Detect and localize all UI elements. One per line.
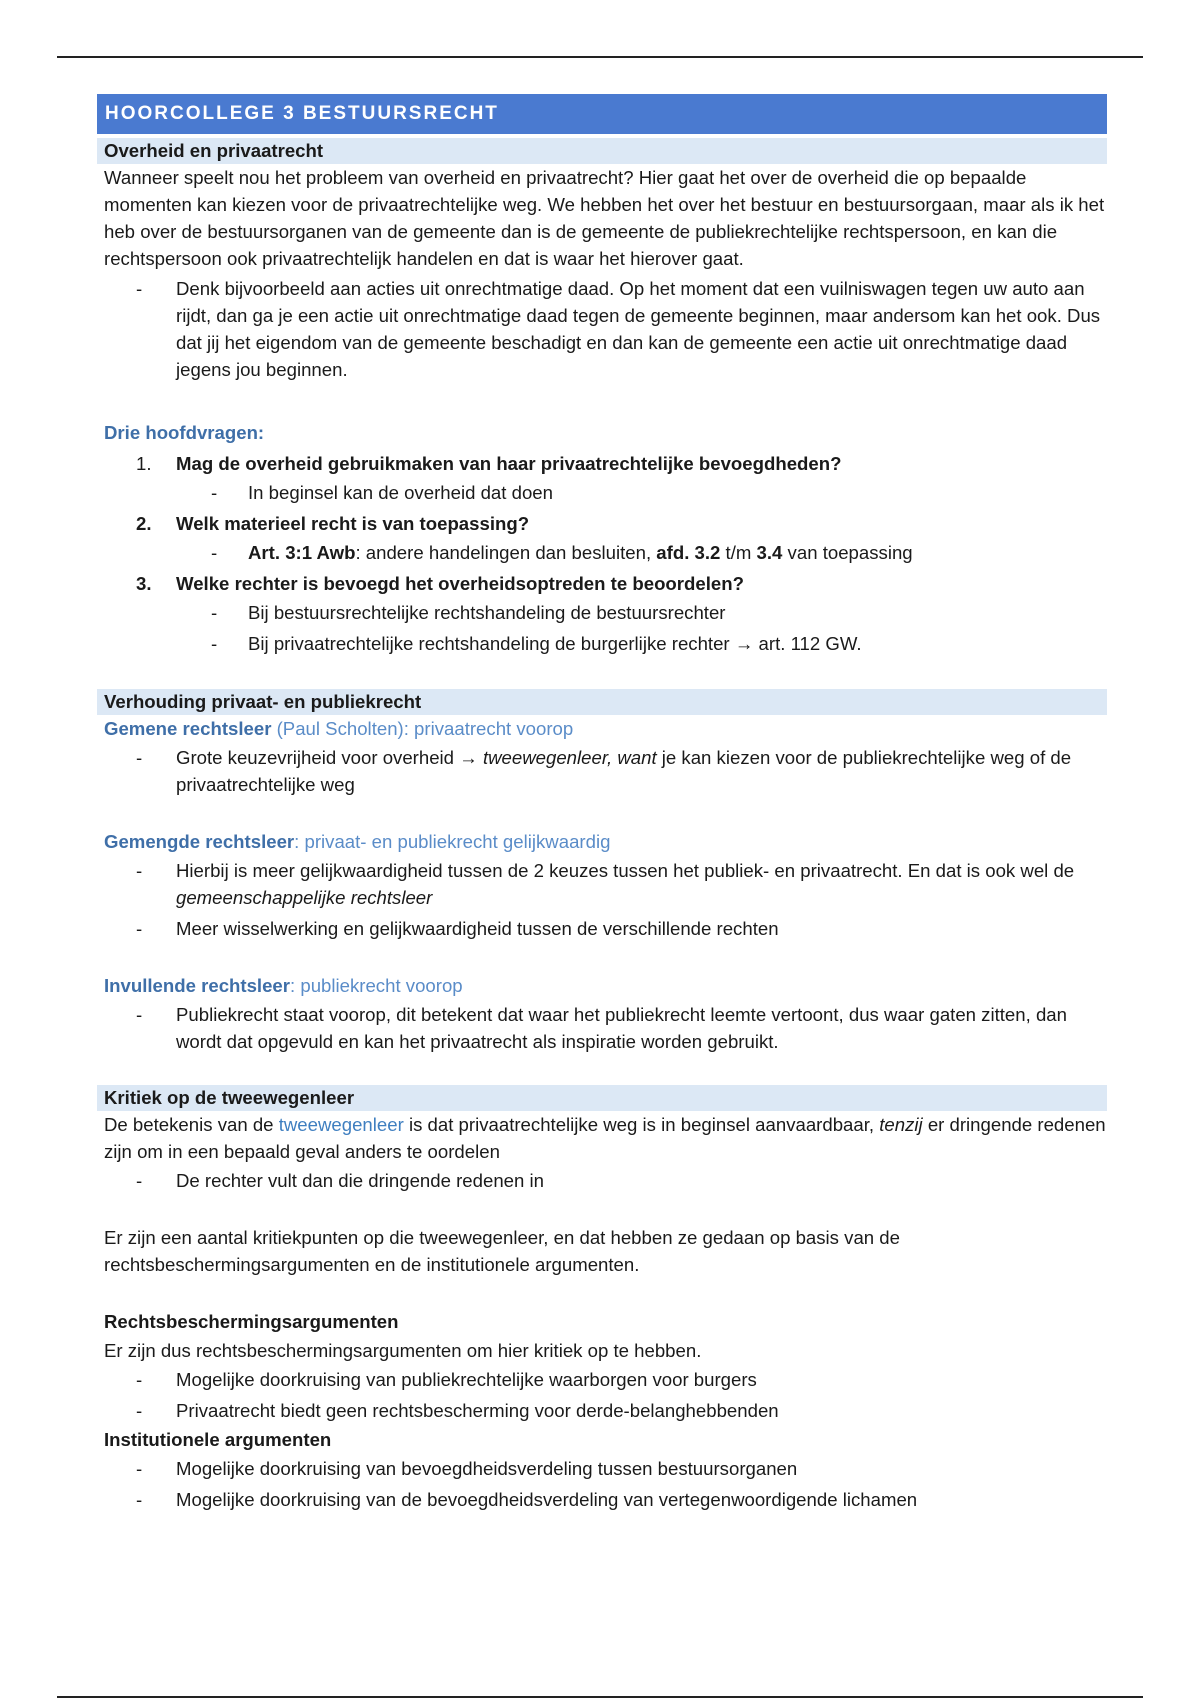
text-span: Gemene rechtsleer: [104, 718, 272, 739]
text-span: gemeenschappelijke rechtsleer: [176, 887, 433, 908]
section-heading-verhouding: Verhouding privaat- en publiekrecht: [97, 689, 1107, 715]
paragraph-kritiekpunten: Er zijn een aantal kritiekpunten op die tweewegenleer, en dat hebben ze gedaan op basis van de rechtsbeschermingsargumenten en de institutionele argumenten.: [104, 1227, 900, 1275]
list-item-q3: [136, 570, 1107, 657]
bullet-list: [97, 275, 1107, 383]
text-span: : publiekrecht voorop: [290, 975, 463, 996]
text-span: 3.4: [756, 542, 783, 563]
text-span: tenzij: [879, 1114, 923, 1135]
subheading-gemengde-rechtsleer: [97, 828, 1107, 855]
list-item: [176, 744, 1107, 798]
section-heading-overheid: Overheid en privaatrecht: [97, 138, 1107, 164]
list-item-q1: [136, 450, 1107, 506]
text-span: afd. 3.2: [656, 542, 721, 563]
article-ref: Art. 3:1 Awb: [248, 542, 356, 563]
text-span: van toepassing: [782, 542, 913, 563]
header-rule: [57, 56, 1143, 58]
bullet-list: [97, 1455, 1107, 1513]
list-item: - De rechter vult dan die dringende redenen in: [176, 1167, 1107, 1194]
list-item: - Mogelijke doorkruising van de bevoegdheidsverdeling van vertegenwoordigende lichamen: [176, 1486, 1107, 1513]
bullet-list: [97, 857, 1107, 942]
list-item: - Denk bijvoorbeeld aan acties uit onrechtmatige daad. Op het moment dat een vuilniswagen tegen uw auto aan rijdt, dan ga je een actie uit onrechtmatige daad tegen de gemeente beginnen, maar andersom kan het ook. Dus dat jij het eigendom van de gemeente beschadigt en dan kan de gemeente een actie uit onrechtmatige daad jegens jou beginnen.: [176, 275, 1107, 383]
text-span: Grote keuzevrijheid voor overheid →: [176, 747, 483, 768]
list-item: - Mogelijke doorkruising van bevoegdheidsverdeling tussen bestuursorganen: [176, 1455, 1107, 1482]
bullet-list: [97, 1001, 1107, 1055]
text-span: Gemengde rechtsleer: [104, 831, 295, 852]
list-item: - Bij privaatrechtelijke rechtshandeling de burgerlijke rechter → art. 112 GW.: [248, 630, 1107, 657]
list-number: 2.: [136, 513, 152, 534]
subheading-drie-hoofdvragen: Drie hoofdvragen:: [104, 422, 265, 443]
list-item-q2: [136, 510, 1107, 566]
list-number: 1.: [136, 453, 152, 474]
text-span: tweewegenleer, want: [482, 747, 657, 768]
bullet-list: [97, 1366, 1107, 1424]
text-span: De betekenis van de: [104, 1114, 279, 1135]
question-text: Welk materieel recht is van toepassing?: [176, 513, 530, 534]
text-span: Invullende rechtsleer: [104, 975, 291, 996]
bullet-list: [97, 1167, 1107, 1194]
subheading-invullende-rechtsleer: [97, 972, 1107, 999]
bullet-list: [97, 744, 1107, 798]
text-span: je kan kiezen voor de publiekrechtelijke weg of de privaatrechtelijke weg: [176, 747, 1072, 795]
list-item: - Publiekrecht staat voorop, dit betekent dat waar het publiekrecht leemte vertoont, dus waar gaten zitten, dan wordt dat opgevuld en kan het privaatrecht als inspiratie worden gebruikt.: [176, 1001, 1107, 1055]
list-item: - Privaatrecht biedt geen rechtsbescherming voor derde-belanghebbenden: [176, 1397, 1107, 1424]
text-span: t/m: [720, 542, 757, 563]
subheading-gemene-rechtsleer: [97, 715, 1107, 742]
numbered-list: [97, 450, 1107, 657]
list-item: [248, 539, 1107, 566]
text-span: : privaat- en publiekrecht gelijkwaardig: [294, 831, 611, 852]
paragraph-kritiek: [97, 1111, 1107, 1165]
text-span: (Paul Scholten): privaatrecht voorop: [271, 718, 574, 739]
question-text: Welke rechter is bevoegd het overheidsoptreden te beoordelen?: [176, 573, 744, 594]
document-title: HOORCOLLEGE 3 BESTUURSRECHT: [97, 94, 1107, 134]
document-body: [97, 94, 1107, 1513]
section-heading-kritiek: Kritiek op de tweewegenleer: [97, 1085, 1107, 1111]
subheading-institutionele-argumenten: Institutionele argumenten: [104, 1429, 332, 1450]
list-item: - Mogelijke doorkruising van publiekrechtelijke waarborgen voor burgers: [176, 1366, 1107, 1393]
text-span: tweewegenleer: [278, 1114, 404, 1135]
list-item: - Meer wisselwerking en gelijkwaardigheid tussen de verschillende rechten: [176, 915, 1107, 942]
footer-rule: [57, 1696, 1143, 1698]
text-span: Hierbij is meer gelijkwaardigheid tussen de 2 keuzes tussen het publiek- en privaatrecht. En dat is ook wel de: [176, 860, 1075, 881]
list-number: 3.: [136, 573, 152, 594]
list-item: - In beginsel kan de overheid dat doen: [248, 479, 1107, 506]
text-span: is dat privaatrechtelijke weg is in beginsel aanvaardbaar,: [403, 1114, 880, 1135]
text-span: : andere handelingen dan besluiten,: [355, 542, 657, 563]
subheading-rechtsbeschermingsargumenten: Rechtsbeschermingsargumenten: [104, 1311, 399, 1332]
paragraph-intro: Wanneer speelt nou het probleem van overheid en privaatrecht? Hier gaat het over de overheid die op bepaalde momenten kan kiezen voor de privaatrechtelijke weg. We hebben het over het bestuur en bestuursorgaan, maar als ik het heb over de bestuursorganen van de gemeente dan is de gemeente de publiekrechtelijke rechtspersoon, en kan die rechtspersoon ook privaatrechtelijk handelen en dat is waar het hierover gaat.: [104, 167, 1105, 269]
text-span: er dringende redenen zijn om in een bepaald geval anders te oordelen: [104, 1114, 1106, 1162]
list-item: [176, 857, 1107, 911]
question-text: Mag de overheid gebruikmaken van haar privaatrechtelijke bevoegdheden?: [176, 453, 842, 474]
list-item: - Bij bestuursrechtelijke rechtshandeling de bestuursrechter: [248, 599, 1107, 626]
paragraph-rb-intro: Er zijn dus rechtsbeschermingsargumenten om hier kritiek op te hebben.: [104, 1340, 702, 1361]
